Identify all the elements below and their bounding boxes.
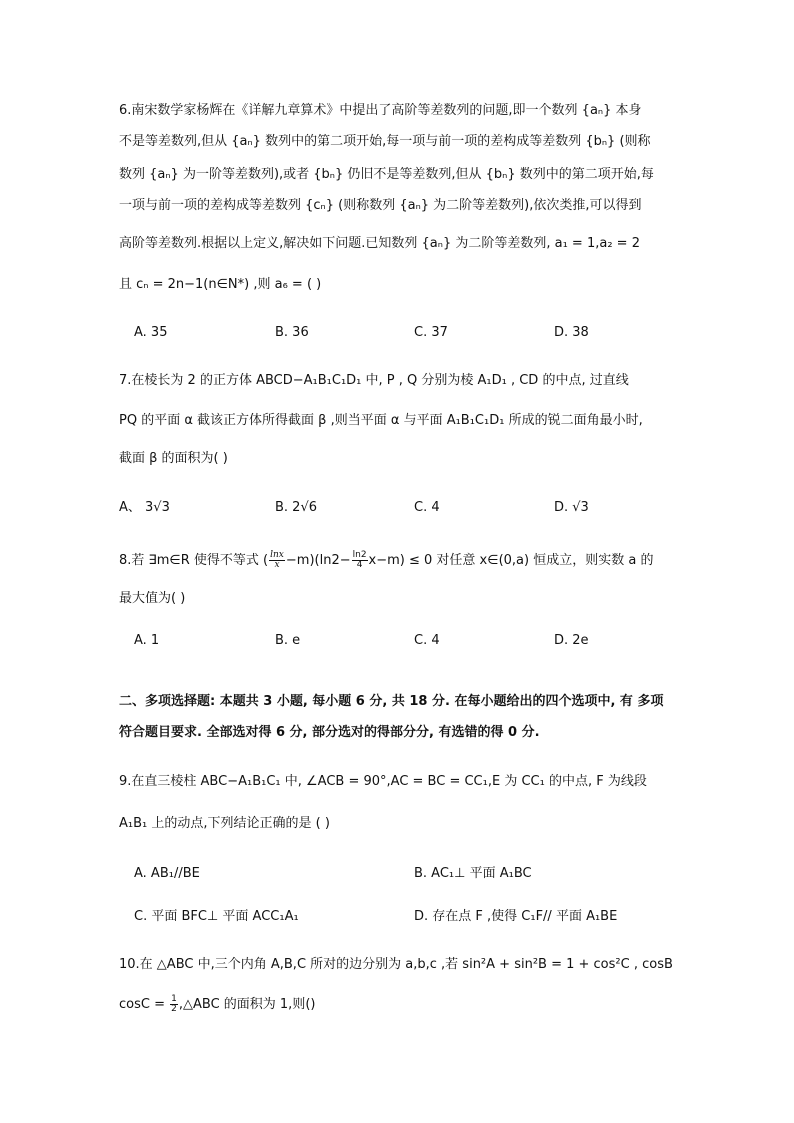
q7-option-c[interactable]: C. 4 [414, 500, 440, 515]
q10-frac-den: 2 [171, 1004, 177, 1014]
q6-line-4: 一项与前一项的差构成等差数列 {cₙ} (则称数列 {aₙ} 为二阶等差数列),依次类推,可以得到 [119, 198, 642, 213]
q8-option-b[interactable]: B. e [275, 633, 301, 648]
q8-option-a[interactable]: A. 1 [134, 633, 160, 648]
q8-frac-2 [352, 551, 368, 570]
q6-line-2: 不是等差数列,但从 {aₙ} 数列中的第二项开始,每一项与前一项的差构成等差数列 {bₙ} (则称 [119, 134, 651, 149]
q6-option-b[interactable]: B. 36 [275, 325, 309, 340]
q8-frac-1-den: x [274, 560, 280, 570]
q8-option-c[interactable]: C. 4 [414, 633, 440, 648]
q7-line-2: PQ 的平面 α 截该正方体所得截面 β ,则当平面 α 与平面 A₁B₁C₁D₁ 所成的锐二面角最小时, [119, 413, 643, 428]
q6-option-a[interactable]: A. 35 [134, 325, 168, 340]
q9-line-2: A₁B₁ 上的动点,下列结论正确的是 ( ) [119, 816, 330, 831]
q7-line-1: 7.在棱长为 2 的正方体 ABCD−A₁B₁C₁D₁ 中, P , Q 分别为棱 A₁D₁ , CD 的中点, 过直线 [119, 373, 629, 388]
q7-option-b[interactable]: B. 2√6 [275, 500, 318, 515]
q8-option-d[interactable]: D. 2e [554, 633, 589, 648]
q6-line-3: 数列 {aₙ} 为一阶等差数列),或者 {bₙ} 仍旧不是等差数列,但从 {bₙ} 数列中的第二项开始,每 [119, 167, 654, 182]
q8-prefix: 8.若 ∃m∈R 使得不等式 [119, 553, 259, 568]
q7-line-3: 截面 β 的面积为( ) [119, 451, 228, 466]
q10-line-1: 10.在 △ABC 中,三个内角 A,B,C 所对的边分别为 a,b,c ,若 sin²A + sin²B = 1 + cos²C , cosB [119, 957, 673, 972]
q6-line-6: 且 cₙ = 2n−1(n∈N*) ,则 a₆ = ( ) [119, 277, 322, 292]
q8-mid: −m)(ln2− [285, 553, 351, 568]
q7-option-d[interactable]: D. √3 [554, 500, 589, 515]
q9-option-c[interactable]: C. 平面 BFC⊥ 平面 ACC₁A₁ [134, 909, 299, 924]
q9-line-1: 9.在直三棱柱 ABC−A₁B₁C₁ 中, ∠ACB = 90°,AC = BC = CC₁,E 为 CC₁ 的中点, F 为线段 [119, 774, 647, 789]
q10-prefix: cosC = [119, 997, 165, 1012]
q7-option-a[interactable]: A、 3√3 [119, 500, 170, 515]
q10-line-2 [119, 995, 315, 1014]
q8-frac-1 [269, 551, 285, 570]
q6-line-5: 高阶等差数列.根据以上定义,解决如下问题.已知数列 {aₙ} 为二阶等差数列, a₁ = 1,a₂ = 2 [119, 236, 640, 251]
q10-frac-num: 1 [171, 994, 177, 1004]
section-2-heading-line-1: 二、多项选择题: 本题共 3 小题, 每小题 6 分, 共 18 分. 在每小题给出的四个选项中, 有 多项 [119, 694, 664, 709]
q9-option-b[interactable]: B. AC₁⊥ 平面 A₁BC [414, 866, 532, 881]
q9-option-a[interactable]: A. AB₁//BE [134, 866, 200, 881]
q8-line-2: 最大值为( ) [119, 591, 186, 606]
q8-line-1: 8.若 ∃m∈R 使得不等式 ( $\frac{\ln x}{x}$ −m)(ln2− $\frac{\ln 2}{4}$ x−m) ≤ 0 对任意 x∈(0,a) 恒成立，则实数 a 的 [119, 550, 654, 570]
q8-frac-2-den: 4 [356, 560, 363, 570]
q10-frac [170, 995, 178, 1014]
q8-frac-1-num: lnx [270, 550, 284, 560]
q10-suffix: ,△ABC 的面积为 1,则() [178, 997, 316, 1012]
q8-suffix: x−m) ≤ 0 对任意 x∈(0,a) 恒成立，则实数 a 的 [368, 553, 654, 568]
q8-frac-2-num: ln2 [352, 550, 367, 560]
q6-option-d[interactable]: D. 38 [554, 325, 589, 340]
section-2-heading-line-2: 符合题目要求. 全部选对得 6 分, 部分选对的得部分分, 有选错的得 0 分. [119, 725, 540, 740]
q6-option-c[interactable]: C. 37 [414, 325, 448, 340]
q9-option-d[interactable]: D. 存在点 F ,使得 C₁F// 平面 A₁BE [414, 909, 618, 924]
q6-line-1: 6.南宋数学家杨辉在《详解九章算术》中提出了高阶等差数列的问题,即一个数列 {aₙ} 本身 [119, 103, 642, 118]
